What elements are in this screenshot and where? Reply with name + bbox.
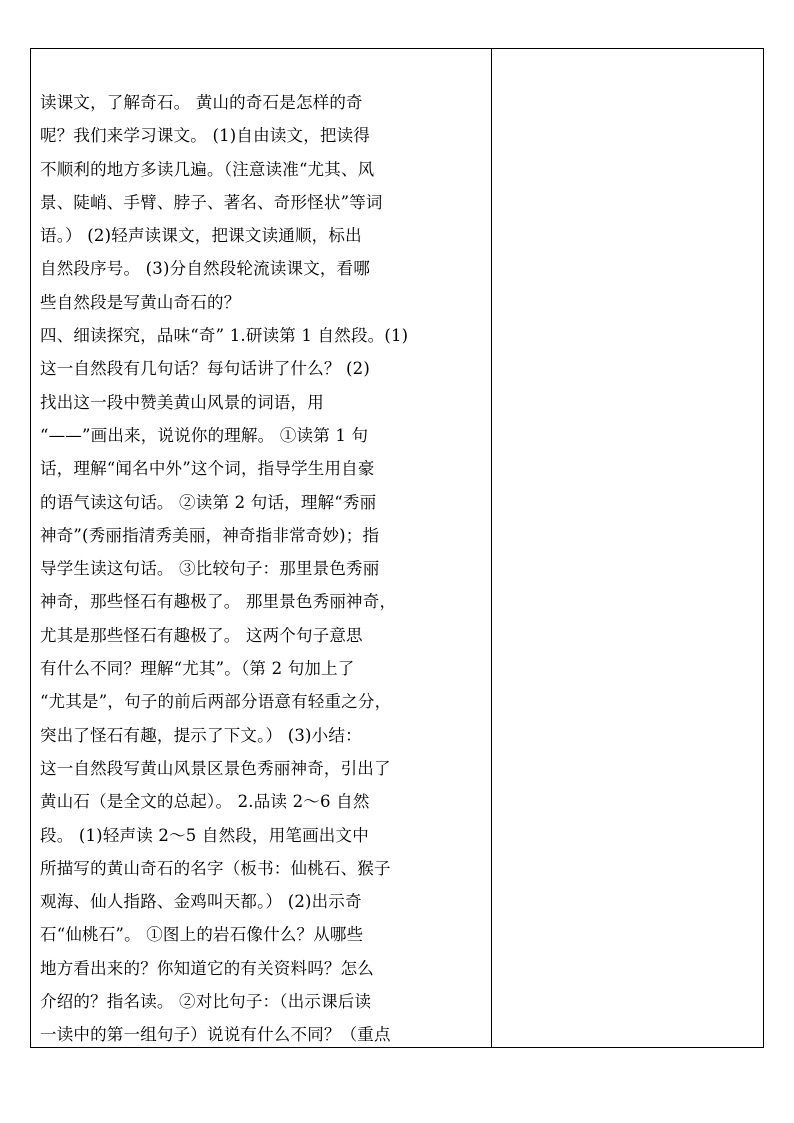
text-line: 不顺利的地方多读几遍。（注意读准“尤其、风 <box>40 159 375 179</box>
text-line: 景、陡峭、手臂、脖子、著名、奇形怪状”等词 <box>40 192 383 212</box>
section-heading-line: 四、细读探究，品味“奇” 1.研读第 1 自然段。(1) <box>40 326 409 346</box>
text-line: 神奇”(秀丽指清秀美丽，神奇指非常奇妙)；指 <box>40 525 380 545</box>
text-line: 段。 (1)轻声读 2～5 自然段，用笔画出文中 <box>40 825 369 845</box>
text-line: 这一自然段有几句话？每句话讲了什么？ (2) <box>40 359 371 379</box>
text-line: 地方看出来的？你知道它的有关资料吗？怎么 <box>40 958 374 978</box>
text-line: 尤其是那些怪石有趣极了。 这两个句子意思 <box>40 625 363 645</box>
text-line: 所描写的黄山奇石的名字（板书：仙桃石、猴子 <box>40 858 391 878</box>
text-line: “——”画出来，说说你的理解。 ①读第 1 句 <box>40 425 369 445</box>
lesson-text-cell <box>40 86 482 1052</box>
text-line: 黄山石（是全文的总起）。 2.品读 2～6 自然 <box>40 792 370 812</box>
text-line: 呢？我们来学习课文。 (1)自由读文，把读得 <box>40 126 371 146</box>
text-line: 突出了怪石有趣，提示了下文。） (3)小结： <box>40 725 362 745</box>
text-line: 这一自然段写黄山风景区景色秀丽神奇，引出了 <box>40 758 391 778</box>
lesson-plan-table <box>30 48 764 1048</box>
text-line: 话，理解“闻名中外”这个词，指导学生用自豪 <box>40 459 375 479</box>
text-line: 观海、仙人指路、金鸡叫天都。） (2)出示奇 <box>40 892 362 912</box>
text-line: 自然段序号。 (3)分自然段轮流读课文，看哪 <box>40 259 371 279</box>
text-line: “尤其是”，句子的前后两部分语意有轻重之分， <box>40 692 392 712</box>
text-line: 一读中的第一组句子）说说有什么不同？（重点 <box>40 1025 391 1045</box>
text-line: 语。） (2)轻声读课文，把课文读通顺，标出 <box>40 226 362 246</box>
notes-cell <box>492 49 763 1047</box>
text-line: 神奇，那些怪石有趣极了。 那里景色秀丽神奇， <box>40 592 397 612</box>
text-line: 读课文，了解奇石。 黄山的奇石是怎样的奇 <box>40 93 363 112</box>
text-line: 有什么不同？理解“尤其”。（第 2 句加上了 <box>40 659 355 679</box>
text-line: 导学生读这句话。 ③比较句子：那里景色秀丽 <box>40 559 380 579</box>
text-line: 找出这一段中赞美黄山风景的词语，用 <box>40 392 324 412</box>
text-line: 介绍的？指名读。 ②对比句子：（出示课后读 <box>40 992 372 1012</box>
text-line: 的语气读这句话。 ②读第 2 句话，理解“秀丽 <box>40 492 377 512</box>
text-line: 石“仙桃石”。 ①图上的岩石像什么？从哪些 <box>40 925 364 945</box>
text-line: 些自然段是写黄山奇石的？ <box>40 292 241 312</box>
